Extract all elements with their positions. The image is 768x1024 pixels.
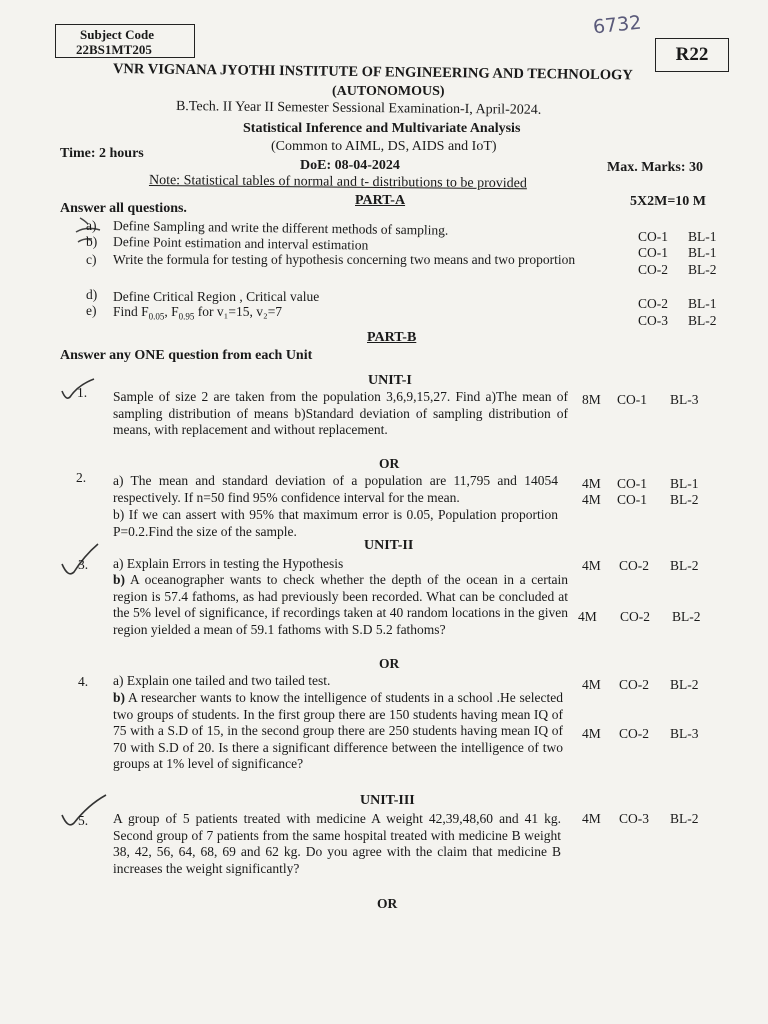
institute-name: VNR VIGNANA JYOTHI INSTITUTE OF ENGINEERING AND TECHNOLOGY [112, 61, 633, 84]
exam-title: B.Tech. II Year II Semester Sessional Examination-I, April-2024. [175, 99, 542, 118]
or-3: OR [377, 896, 398, 911]
or-1: OR [379, 456, 400, 471]
or-2: OR [379, 656, 400, 671]
date-of-exam: DoE: 08-04-2024 [300, 158, 400, 173]
subject-code-box [55, 24, 195, 58]
unit-3-title: UNIT-III [360, 793, 415, 808]
time-label: Time: 2 hours [60, 146, 144, 161]
max-marks: Max. Marks: 30 [607, 160, 704, 175]
common-to: (Common to AIML, DS, AIDS and IoT) [271, 139, 497, 154]
subject-code-label: Subject Code [80, 27, 155, 42]
regulation-badge: R22 [655, 38, 729, 72]
subject-code: 22BS1MT205 [76, 42, 152, 57]
autonomous-label: (AUTONOMOUS) [332, 84, 445, 99]
part-a-title: PART-A [355, 193, 406, 208]
part-b-instruction: Answer any ONE question from each Unit [60, 348, 313, 363]
course-title: Statistical Inference and Multivariate Analysis [243, 121, 521, 136]
note: Note: Statistical tables of normal and t- distributions to be provided [148, 173, 527, 192]
part-a-marks: 5X2M=10 M [630, 194, 707, 209]
handwritten-number: 6732 [591, 11, 643, 39]
part-a-instruction: Answer all questions. [60, 201, 187, 216]
unit-1-title: UNIT-I [368, 373, 412, 388]
unit-2-title: UNIT-II [364, 538, 414, 553]
part-b-title: PART-B [367, 330, 417, 345]
